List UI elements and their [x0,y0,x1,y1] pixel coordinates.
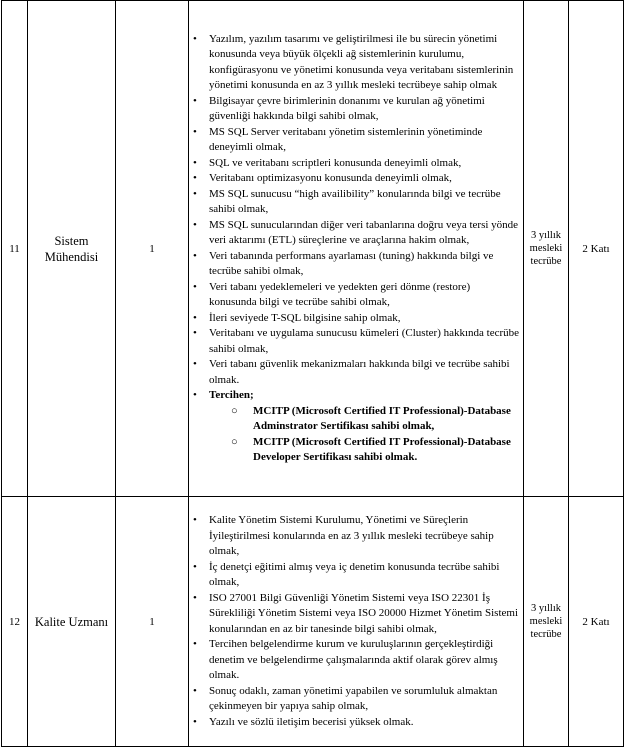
position-count: 1 [116,1,189,497]
list-item [189,125,523,156]
list-item [189,388,523,466]
requirement-text: Bilgisayar çevre birimlerinin donanımı ve kurulan ağ yönetimi güvenliği hakkında bilgi sahibi olmak, [209,94,485,122]
requirement-text: Veritabanı optimizasyonu konusunda deneyimli olmak, [209,172,452,184]
preference-label: Tercihen; [209,389,254,401]
list-item [189,637,523,684]
bullet-icon: • [193,514,197,526]
requirements-list [189,513,523,730]
list-item [189,311,523,327]
bullet-icon: • [193,560,197,573]
requirements-cell [189,497,524,747]
preference-list [209,404,520,466]
list-item [209,435,520,466]
list-item [189,32,523,94]
bullet-icon: • [193,591,197,604]
row-number: 11 [2,1,28,497]
bullet-icon: • [193,638,197,650]
requirement-text: MS SQL Server veritabanı yönetim sistemlerinin yönetiminde deneyimli olmak, [209,125,483,153]
list-item [189,357,523,388]
requirement-text: Yazılım, yazılım tasarımı ve geliştirilmesi ile bu sürecin yönetimi konusunda veya büyük ölçekli ağ sistemlerinin kurulumu, konfigürasyonu ve yönetimi konusunda veya veritabanı sistemlerinin yönetimi konusunda en az 3 yıllık mesleki tecrübeye sahip olmak [209,32,514,91]
position-count: 1 [116,497,189,747]
list-item [189,94,523,125]
list-item [189,591,523,638]
requirement-text: ISO 27001 Bilgi Güvenliği Yönetim Sistemi veya ISO 22301 İş Sürekliliği Yönetim Sistemi veya ISO 20000 Hizmet Yönetim Sistemi konularından en az bir tanesinde bilgi sahibi olmak, [209,591,518,635]
requirement-text: MS SQL sunucularından diğer veri tabanlarına doğru veya tersi yönde veri aktarımı (ETL) süreçlerine ve araçlarına hakim olmak, [209,218,519,246]
circle-bullet-icon: ○ [231,435,238,448]
bullet-icon: • [193,715,197,728]
row-number: 12 [2,497,28,747]
requirements-cell [189,1,524,497]
list-item [189,560,523,591]
requirement-text: MS SQL sunucusu “high availibility” konularında bilgi ve tecrübe sahibi olmak, [209,187,501,215]
circle-bullet-icon: ○ [231,404,238,417]
list-item [189,249,523,280]
table-row [2,1,624,497]
bullet-icon: • [193,684,197,697]
position-title: Sistem Mühendisi [28,1,116,497]
bullet-icon: • [193,280,197,293]
requirement-text: İç denetçi eğitimi almış veya iç denetim konusunda tecrübe sahibi olmak, [209,560,500,588]
bullet-icon: • [193,94,197,107]
bullet-icon: • [193,32,197,45]
requirement-text: Veri tabanı güvenlik mekanizmaları hakkında bilgi ve tecrübe sahibi olmak. [209,358,510,386]
salary: 2 Katı [569,1,624,497]
list-item [189,156,523,172]
list-item [189,171,523,187]
bullet-icon: • [193,218,197,231]
bullet-icon: • [193,172,197,184]
salary: 2 Katı [569,497,624,747]
list-item [189,280,523,311]
list-item [189,715,523,731]
list-item [189,218,523,249]
requirement-text: SQL ve veritabanı scriptleri konusunda deneyimli olmak, [209,156,462,169]
requirements-list [189,32,523,466]
requirement-text: Kalite Yönetim Sistemi Kurulumu, Yönetimi ve Süreçlerin İyileştirilmesi konularında en az 3 yıllık mesleki tecrübeye sahip olmak, [209,514,494,557]
list-item [189,326,523,357]
bullet-icon: • [193,249,197,262]
requirement-text: Veri tabanı yedeklemeleri ve yedekten geri dönme (restore) konusunda bilgi ve tecrübe sahibi olmak, [209,280,471,308]
experience: 3 yıllık mesleki tecrübe [524,1,569,497]
list-item [189,187,523,218]
list-item [209,404,520,435]
requirement-text: Yazılı ve sözlü iletişim becerisi yüksek olmak. [209,715,414,728]
experience: 3 yıllık mesleki tecrübe [524,497,569,747]
bullet-icon: • [193,156,197,169]
bullet-icon: • [193,389,197,401]
list-item [189,513,523,560]
requirement-text: Tercihen belgelendirme kurum ve kuruluşlarının gerçekleştirdiği denetim ve belgelendirme çalışmalarında aktif olarak görev almış olmak. [209,638,498,681]
bullet-icon: • [193,327,197,339]
table-row [2,497,624,747]
bullet-icon: • [193,358,197,370]
job-table [1,0,624,747]
list-item [189,684,523,715]
requirement-text: Veri tabanında performans ayarlaması (tuning) hakkında bilgi ve tecrübe sahibi olmak, [209,249,494,277]
requirement-text: Sonuç odaklı, zaman yönetimi yapabilen ve sorumluluk almaktan çekinmeyen bir yapıya sahip olmak, [209,684,498,712]
requirement-text: Veritabanı ve uygulama sunucusu kümeleri (Cluster) hakkında tecrübe sahibi olmak, [209,327,520,355]
preference-text: MCITP (Microsoft Certified IT Professional)-Database Developer Sertifikası sahibi olmak. [253,435,511,463]
bullet-icon: • [193,187,197,200]
preference-text: MCITP (Microsoft Certified IT Professional)-Database Adminstrator Sertifikası sahibi olmak, [253,404,511,432]
position-title: Kalite Uzmanı [28,497,116,747]
requirement-text: İleri seviyede T-SQL bilgisine sahip olmak, [209,311,401,324]
bullet-icon: • [193,125,197,138]
bullet-icon: • [193,311,197,324]
